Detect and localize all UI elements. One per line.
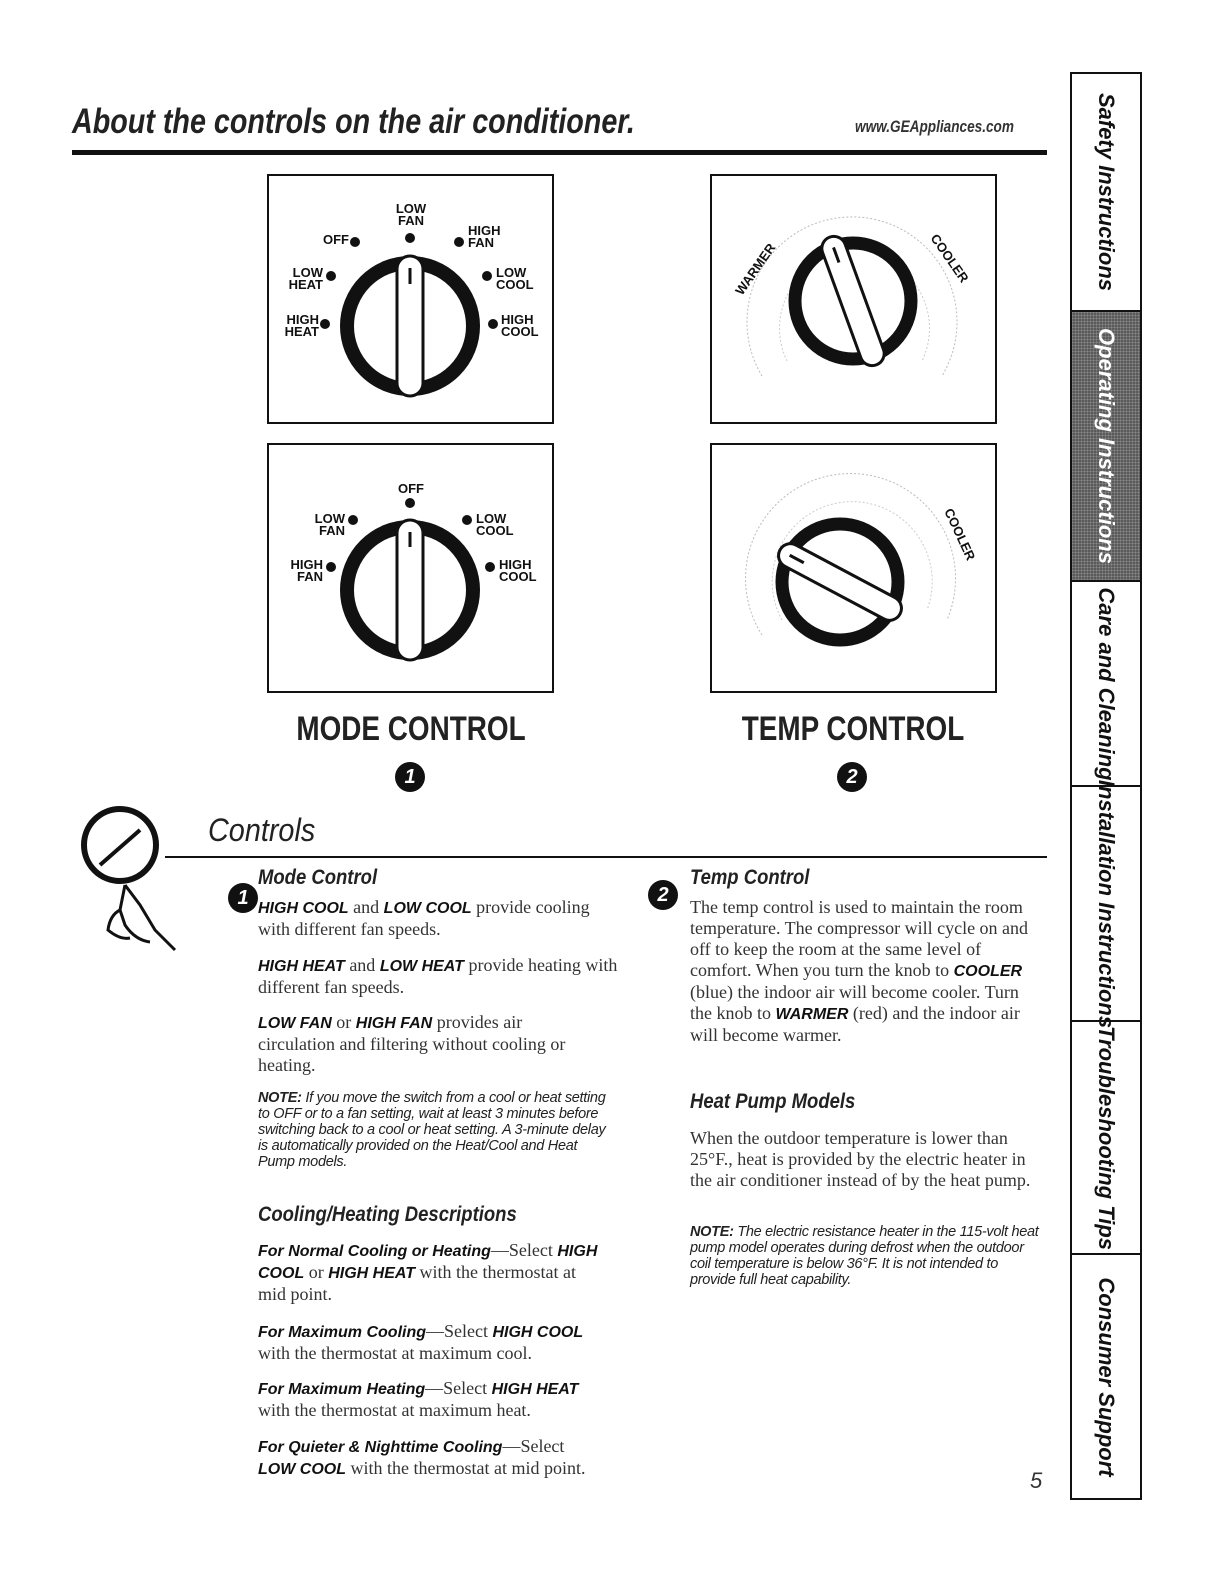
side-tab-bar (1070, 72, 1142, 1500)
number-badge-2: 2 (837, 762, 867, 792)
mode-p3: LOW FAN or HIGH FAN provides air circulation and filtering without cooling or heating. (258, 1012, 566, 1075)
cooler-label: COOLER (927, 231, 972, 286)
dot-low-cool (462, 515, 472, 525)
number-badge-1: 1 (228, 883, 258, 913)
label-off: OFF (323, 232, 349, 247)
tab-operating-instructions[interactable]: Operating Instructions (1072, 312, 1140, 582)
label-high-cool: HIGH COOL (499, 557, 537, 584)
desc-quieter: For Quieter & Nighttime Cooling—Select LOW COOL with the thermostat at mid point. (258, 1436, 586, 1478)
mode-control-heading: Mode Control (258, 866, 378, 889)
tab-consumer-support[interactable]: Consumer Support (1094, 1276, 1119, 1477)
temp-control-heading: Temp Control (690, 866, 810, 889)
tab-safety-instructions[interactable]: Safety Instructions (1072, 74, 1140, 312)
site-url[interactable]: www.GEAppliances.com (855, 117, 1014, 136)
temp-control-title: TEMP CONTROL (741, 710, 965, 748)
mode-control-title: MODE CONTROL (296, 710, 526, 748)
number-badge-2: 2 (648, 880, 678, 910)
page-title: About the controls on the air conditioner. (72, 102, 635, 141)
desc-max-heating: For Maximum Heating—Select HIGH HEAT with the thermostat at maximum heat. (258, 1378, 579, 1420)
heat-pump-note: NOTE: The electric resistance heater in the 115-volt heat pump model operates during defrost when the outdoor coil temperature is below 36°F. It is not intended to provide full heat capability. (690, 1224, 1039, 1288)
mode-p1: HIGH COOL and LOW COOL provide cooling with different fan speeds. (258, 897, 590, 939)
temp-dial-top-graphic (712, 176, 995, 422)
label-off: OFF (398, 481, 424, 496)
label-high-cool: HIGH COOL (501, 312, 539, 339)
temp-paragraph: The temp control is used to maintain the room temperature. The compressor will cycle on and off to keep the room at the same level of comfort. When you turn the knob to COOLER (blue) the indoor air will become cooler. Turn the knob to WARMER (red) and the indoor air will become warmer. (690, 897, 1029, 1045)
temp-dial-bottom-graphic (712, 445, 995, 691)
warmer-label: WARMER (732, 240, 779, 298)
dot-high-fan (454, 237, 464, 247)
desc-max-cooling: For Maximum Cooling—Select HIGH COOL with the thermostat at maximum cool. (258, 1321, 584, 1363)
tab-installation-instructions[interactable]: Installation Instructions (1072, 787, 1140, 1022)
descriptions-heading: Cooling/Heating Descriptions (258, 1203, 517, 1226)
label-low-heat: LOW HEAT (288, 265, 323, 292)
label-high-heat: HIGH HEAT (284, 312, 319, 339)
dot-low-fan (405, 233, 415, 243)
label-high-fan: HIGH FAN (468, 223, 501, 250)
dot-low-cool (482, 271, 492, 281)
label-low-cool: LOW COOL (496, 265, 534, 292)
dot-high-fan (326, 562, 336, 572)
dot-high-heat (320, 319, 330, 329)
controls-rule (165, 856, 1047, 858)
label-low-fan: LOW FAN (314, 511, 345, 538)
dot-high-cool (488, 319, 498, 329)
label-high-fan: HIGH FAN (290, 557, 323, 584)
tab-care-and-cleaning[interactable]: Care and Cleaning (1072, 582, 1140, 787)
number-badge-1: 1 (395, 762, 425, 792)
temp-dial-bottom-panel (710, 443, 997, 693)
label-low-fan: LOW FAN (395, 201, 427, 228)
mode-p2: HIGH HEAT and LOW HEAT provide heating with different fan speeds. (258, 955, 618, 997)
cooler-label: COOLER (941, 505, 979, 563)
hand-knob-icon (80, 790, 180, 965)
dot-off (350, 237, 360, 247)
header-rule (72, 150, 1047, 155)
dot-off (405, 498, 415, 508)
mode-dial-top-panel (267, 174, 554, 424)
heat-pump-paragraph: When the outdoor temperature is lower than 25°F., heat is provided by the electric heater in the air conditioner instead of by the heat pump. (690, 1128, 1031, 1190)
dot-low-heat (326, 271, 336, 281)
dot-high-cool (485, 562, 495, 572)
desc-normal: For Normal Cooling or Heating—Select HIGH COOL or HIGH HEAT with the thermostat at mid point. (258, 1240, 598, 1304)
mode-dial-bottom-panel (267, 443, 554, 693)
heat-pump-heading: Heat Pump Models (690, 1090, 856, 1113)
mode-note: NOTE: If you move the switch from a cool or heat setting to OFF or to a fan setting, wait at least 3 minutes before switching back to a cool or heat setting. A 3-minute delay is automatically provided on the Heat/Cool and Heat Pump models. (258, 1090, 606, 1170)
page-number: 5 (1030, 1468, 1043, 1493)
controls-heading: Controls (208, 812, 316, 848)
tab-troubleshooting-tips[interactable]: Troubleshooting Tips (1072, 1022, 1140, 1255)
temp-dial-top-panel (710, 174, 997, 424)
label-low-cool: LOW COOL (476, 511, 514, 538)
dot-low-fan (348, 515, 358, 525)
